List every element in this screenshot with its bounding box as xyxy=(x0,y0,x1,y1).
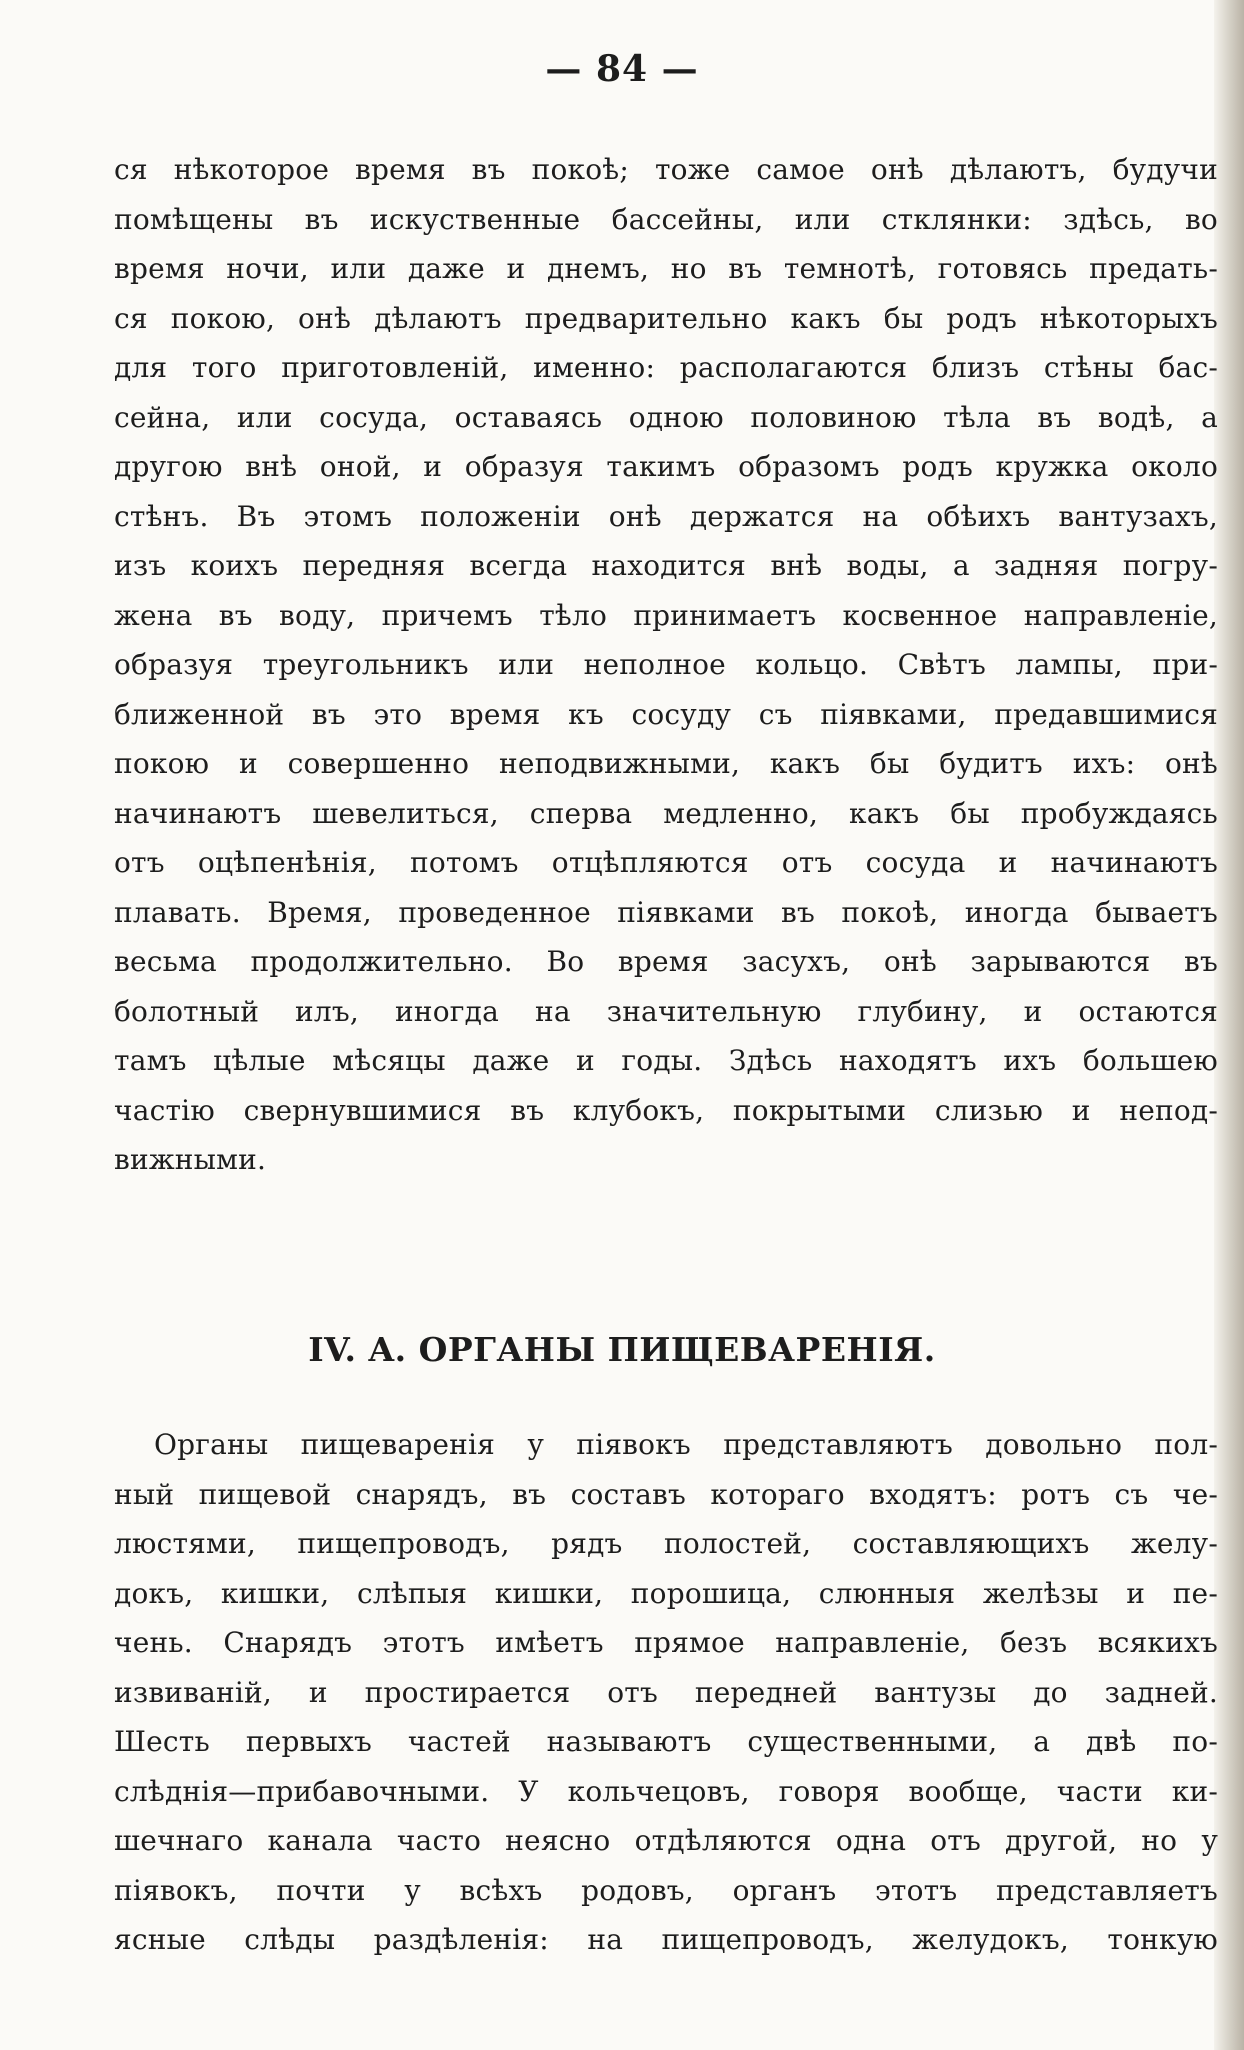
text-line: вижными. xyxy=(114,1143,267,1176)
paragraph-1 xyxy=(114,145,1218,1185)
text-line: ближенной въ это время къ сосуду съ піявками, предавшимися xyxy=(114,697,1218,731)
text-line: изъ коихъ передняя всегда находится внѣ воды, а задняя погру- xyxy=(114,549,1218,582)
text-line: плавать. Время, проведенное піявками въ покоѣ, иногда бываетъ xyxy=(114,895,1218,929)
text-line: Органы пищеваренія у піявокъ представляютъ довольно пол- xyxy=(154,1428,1218,1461)
text-line: докъ, кишки, слѣпыя кишки, порошица, слюнныя желѣзы и пе- xyxy=(114,1576,1218,1610)
text-line: слѣднія—прибавочными. У кольчецовъ, говоря вообще, части ки- xyxy=(114,1774,1218,1808)
section-heading: IV. A. ОРГАНЫ ПИЩЕВАРЕНІЯ. xyxy=(308,1330,936,1369)
text-line: частію свернувшимися въ клубокъ, покрытыми слизью и непод- xyxy=(114,1093,1218,1127)
text-line: шечнаго канала часто неясно отдѣляются одна отъ другой, но у xyxy=(114,1824,1218,1857)
text-line: Шесть первыхъ частей называютъ существенными, а двѣ по- xyxy=(114,1725,1218,1758)
text-line: время ночи, или даже и днемъ, но въ темнотѣ, готовясь предать- xyxy=(114,252,1218,285)
text-line: сейна, или сосуда, оставаясь одною половиною тѣла въ водѣ, а xyxy=(114,400,1218,434)
text-line: образуя треугольникъ или неполное кольцо. Свѣтъ лампы, при- xyxy=(114,648,1218,681)
text-line: помѣщены въ искуственные бассейны, или стклянки: здѣсь, во xyxy=(114,202,1218,236)
text-line: весьма продолжительно. Во время засухъ, онѣ зарываются въ xyxy=(114,945,1218,978)
paragraph-2 xyxy=(114,1420,1218,1965)
text-line: тамъ цѣлые мѣсяцы даже и годы. Здѣсь находятъ ихъ большею xyxy=(114,1044,1218,1077)
text-line: стѣнъ. Въ этомъ положеніи онѣ держатся на обѣихъ вантузахъ, xyxy=(114,499,1218,533)
text-line: для того приготовленій, именно: располагаются близъ стѣны бас- xyxy=(114,351,1218,384)
text-line: начинаютъ шевелиться, сперва медленно, какъ бы пробуждаясь xyxy=(114,796,1218,830)
text-line: люстями, пищепроводъ, рядъ полостей, составляющихъ желу- xyxy=(114,1527,1218,1560)
text-line: піявокъ, почти у всѣхъ родовъ, органъ этотъ представляетъ xyxy=(114,1873,1218,1907)
text-line: извиваній, и простирается отъ передней вантузы до задней. xyxy=(114,1675,1218,1709)
page-number: — 84 — xyxy=(545,48,699,90)
text-line: ный пищевой снарядъ, въ составъ котораго входятъ: ротъ съ че- xyxy=(114,1477,1218,1511)
text-line: покою и совершенно неподвижными, какъ бы будитъ ихъ: онѣ xyxy=(114,747,1218,780)
page-edge-shadow xyxy=(1214,0,1244,2050)
text-line: жена въ воду, причемъ тѣло принимаетъ косвенное направленіе, xyxy=(114,598,1218,632)
text-line: ясные слѣды раздѣленія: на пищепроводъ, желудокъ, тонкую xyxy=(114,1923,1218,1956)
text-line: болотный илъ, иногда на значительную глубину, и остаются xyxy=(114,994,1218,1028)
text-line: ся нѣкоторое время въ покоѣ; тоже самое онѣ дѣлаютъ, будучи xyxy=(114,153,1218,186)
text-line: другою внѣ оной, и образуя такимъ образомъ родъ кружка около xyxy=(114,450,1218,483)
text-line: отъ оцѣпенѣнія, потомъ отцѣпляются отъ сосуда и начинаютъ xyxy=(114,846,1218,879)
text-line: чень. Снарядъ этотъ имѣетъ прямое направленіе, безъ всякихъ xyxy=(114,1626,1218,1659)
text-line: ся покою, онѣ дѣлаютъ предварительно какъ бы родъ нѣкоторыхъ xyxy=(114,301,1218,335)
